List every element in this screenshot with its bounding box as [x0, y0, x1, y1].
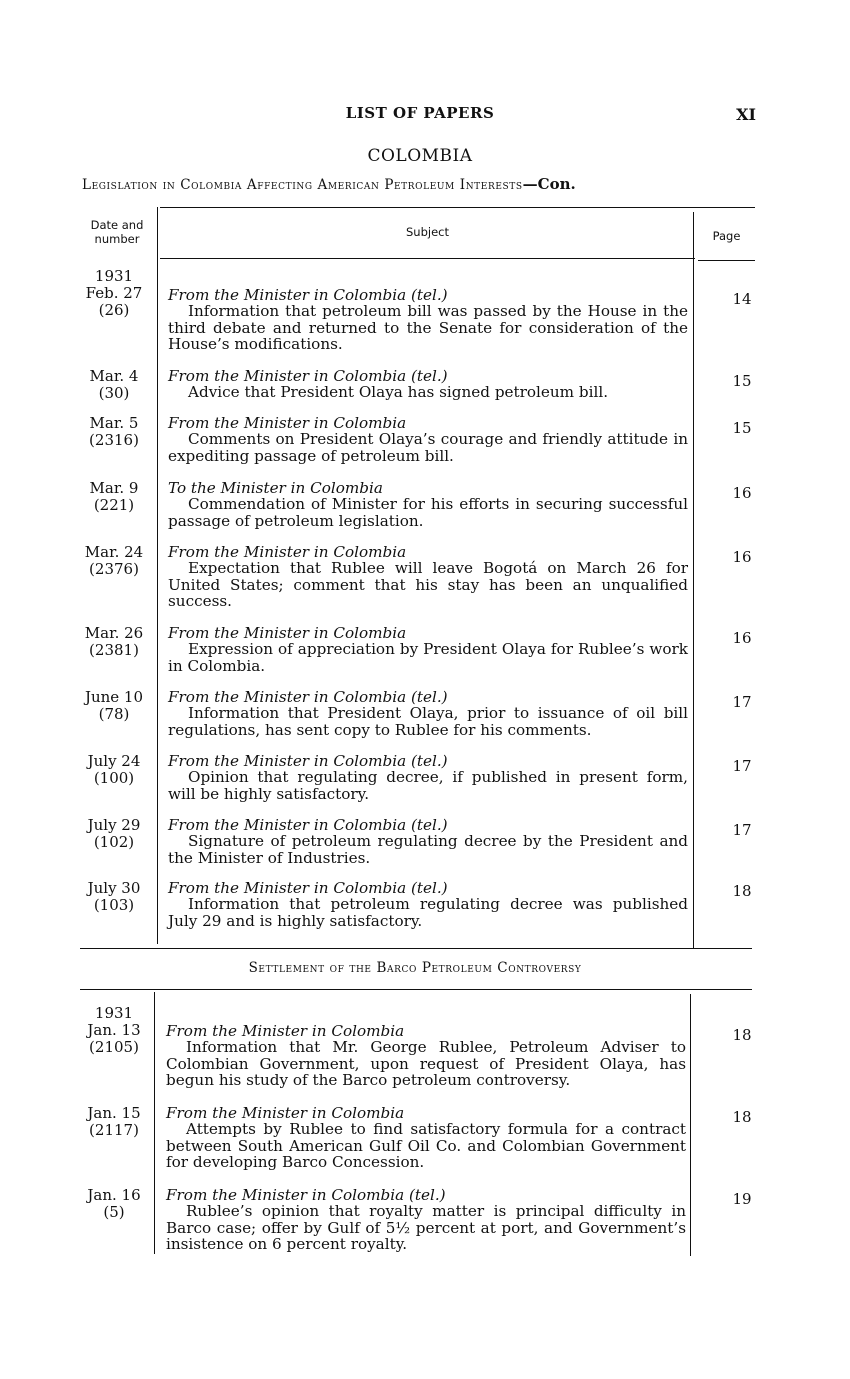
entry-date: June 10 (78) — [84, 688, 144, 723]
column-header-page: Page — [712, 229, 741, 243]
table-header-rule-page — [698, 260, 755, 261]
entry-page: 18 — [732, 1026, 752, 1044]
table-top-rule — [80, 989, 752, 990]
entry-page: 16 — [732, 548, 752, 566]
entry-page: 17 — [732, 693, 752, 711]
section-title-legislation: Legislation in Colombia Affecting American Petroleum Interests—Con. — [82, 175, 576, 193]
entry-subject: From the Minister in Colombia Information that Mr. George Rublee, Petroleum Adviser to Colombian Government, upon request of President Olaya, has begun his study of the Barco petroleum controversy. — [166, 1022, 686, 1090]
entry-date: Mar. 5 (2316) — [89, 414, 139, 449]
entry-date: Mar. 24 (2376) — [84, 543, 144, 578]
country-heading: COLOMBIA — [367, 146, 473, 166]
entry-subject: From the Minister in Colombia (tel.) Information that petroleum regulating decree was published July 29 and is highly satisfactory. — [168, 879, 688, 930]
entry-page: 15 — [732, 419, 752, 437]
running-title: LIST OF PAPERS — [345, 104, 495, 122]
entry-subject: From the Minister in Colombia Expression of appreciation by President Olaya for Rublee’s work in Colombia. — [168, 624, 688, 675]
entry-date: Mar. 9 (221) — [89, 479, 139, 514]
entry-subject: To the Minister in Colombia Commendation of Minister for his efforts in securing successful passage of petroleum legislation. — [168, 479, 688, 530]
entry-subject: From the Minister in Colombia Attempts by Rublee to find satisfactory formula for a contract between South American Gulf Oil Co. and Colombian Government for developing Barco Concession. — [166, 1104, 686, 1172]
table-header-rule — [160, 258, 695, 259]
column-divider — [690, 994, 691, 1256]
entry-subject: From the Minister in Colombia (tel.) Information that President Olaya, prior to issuance of oil bill regulations, has sent copy to Rublee for his comments. — [168, 688, 688, 739]
table-top-rule — [160, 207, 755, 208]
column-header-date: Date and number — [90, 218, 144, 246]
entry-page: 17 — [732, 757, 752, 775]
running-header — [0, 104, 850, 124]
entry-page: 14 — [732, 290, 752, 308]
entry-date: 1931 Jan. 13 (2105) — [87, 1004, 141, 1056]
entry-date: Mar. 26 (2381) — [84, 624, 144, 659]
column-divider — [154, 992, 155, 1254]
entry-page: 19 — [732, 1190, 752, 1208]
table-bottom-rule — [80, 948, 752, 949]
entry-date: Jan. 16 (5) — [87, 1186, 141, 1221]
entry-date: Jan. 15 (2117) — [87, 1104, 141, 1139]
entry-date: July 29 (102) — [87, 816, 141, 851]
entry-subject: From the Minister in Colombia (tel.) Advice that President Olaya has signed petroleum bill. — [168, 367, 609, 402]
continued-mark: —Con. — [522, 175, 576, 193]
entry-subject: From the Minister in Colombia (tel.) Information that petroleum bill was passed by the House in the third debate and returned to the Senate for consideration of the House’s modifications. — [168, 286, 688, 354]
entry-subject: From the Minister in Colombia Comments on President Olaya’s courage and friendly attitude in expediting passage of petroleum bill. — [168, 414, 688, 465]
entry-page: 16 — [732, 629, 752, 647]
column-divider — [157, 207, 158, 944]
entry-subject: From the Minister in Colombia Expectation that Rublee will leave Bogotá on March 26 for United States; comment that his stay has been an unqualified success. — [168, 543, 688, 611]
entry-subject: From the Minister in Colombia (tel.) Signature of petroleum regulating decree by the President and the Minister of Industries. — [168, 816, 688, 867]
column-divider — [693, 212, 694, 948]
entry-subject: From the Minister in Colombia (tel.) Opinion that regulating decree, if published in present form, will be highly satisfactory. — [168, 752, 688, 803]
entry-date: 1931 Feb. 27 (26) — [85, 267, 143, 319]
column-header-subject: Subject — [406, 225, 449, 239]
entry-page: 16 — [732, 484, 752, 502]
entry-date: July 30 (103) — [87, 879, 141, 914]
section-title-barco: Settlement of the Barco Petroleum Controversy — [248, 960, 582, 976]
entry-date: July 24 (100) — [87, 752, 141, 787]
entry-subject: From the Minister in Colombia (tel.) Rublee’s opinion that royalty matter is principal difficulty in Barco case; offer by Gulf of 5½ percent at port, and Government’s insistence on 6 percent royalty. — [166, 1186, 686, 1254]
page-number: XI — [736, 105, 756, 124]
entry-page: 18 — [732, 1108, 752, 1126]
entry-page: 17 — [732, 821, 752, 839]
entry-page: 18 — [732, 882, 752, 900]
entry-date: Mar. 4 (30) — [89, 367, 139, 402]
entry-page: 15 — [732, 372, 752, 390]
